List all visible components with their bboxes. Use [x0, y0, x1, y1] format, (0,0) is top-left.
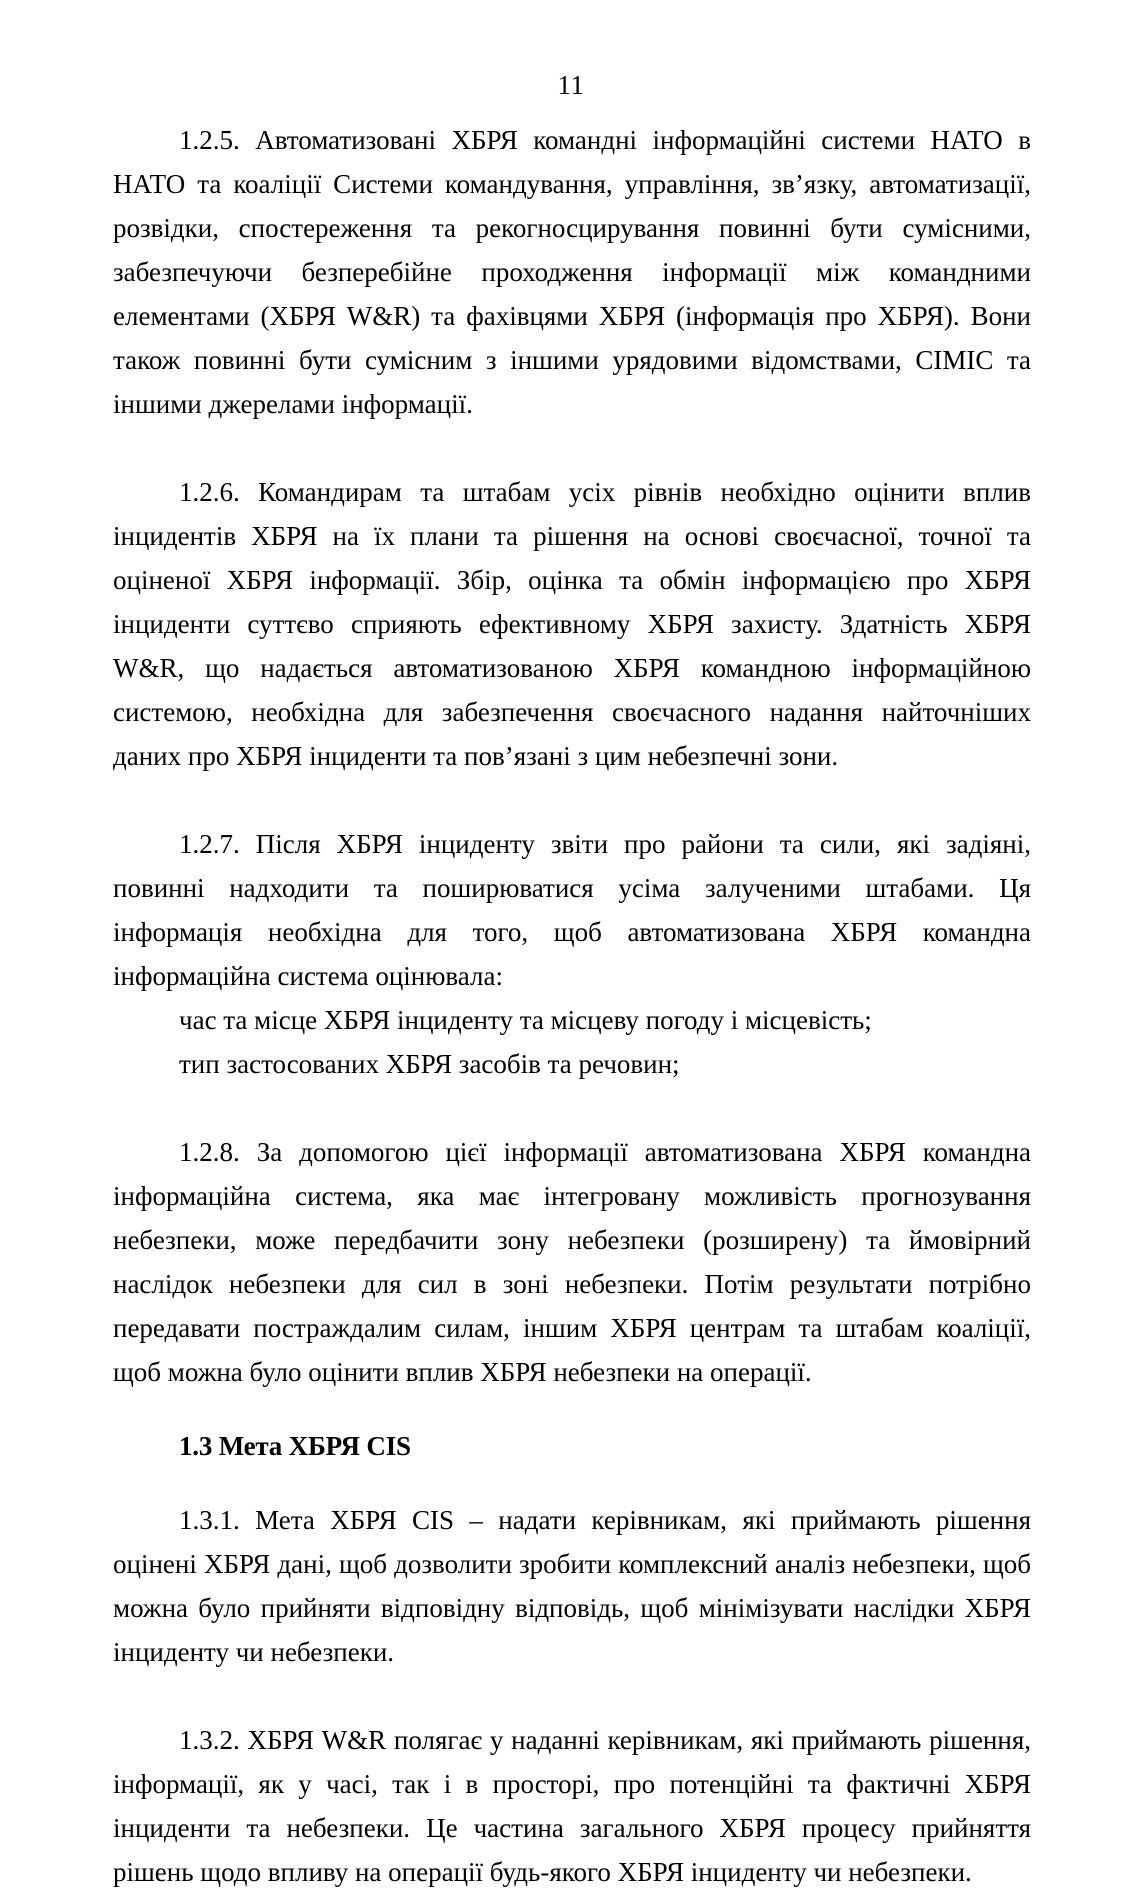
paragraph-1-2-7: 1.2.7. Після ХБРЯ інциденту звіти про райони та сили, які задіяні, повинні надходити та поширюватися усіма залученими штабами. Ця інформація необхідна для того, щоб автоматизована ХБРЯ командна інформаційна система оцінювала: [113, 829, 1031, 991]
paragraph-spacer [113, 778, 1031, 822]
paragraph-1-2-5: 1.2.5. Автоматизовані ХБРЯ командні інформаційні системи НАТО в НАТО та коаліції Системи командування, управління, зв’язку, автоматизації, розвідки, спостереження та рекогносцирування повинні бути сумісними, забезпечуючи безперебійне проходження інформації між командними елементами (ХБРЯ W&R) та фахівцями ХБРЯ (інформація про ХБРЯ). Вони також повинні бути сумісним з іншими урядовими відомствами, СІМІС та іншими джерелами інформації. [113, 125, 1031, 419]
paragraph-1-2-8: 1.2.8. За допомогою цієї інформації автоматизована ХБРЯ командна інформаційна система, яка має інтегровану можливість прогнозування небезпеки, може передбачити зону небезпеки (розширену) та ймовірний наслідок небезпеки для сил в зоні небезпеки. Потім результати потрібно передавати постраждалим силам, іншим ХБРЯ центрам та штабам коаліції, щоб можна було оцінити вплив ХБРЯ небезпеки на операції. [113, 1137, 1031, 1387]
page-body [113, 118, 1031, 1894]
paragraph-1-3-1: 1.3.1. Мета ХБРЯ CIS – надати керівникам, які приймають рішення оцінені ХБРЯ дані, щоб дозволити зробити комплексний аналіз небезпеки, щоб можна було прийняти відповідну відповідь, щоб мінімізувати наслідки ХБРЯ інциденту чи небезпеки. [113, 1505, 1031, 1667]
paragraph-spacer [113, 426, 1031, 470]
list-item: тип застосованих ХБРЯ засобів та речовин; [179, 1049, 680, 1079]
heading-spacer [113, 1394, 1031, 1424]
paragraph-1-2-6: 1.2.6. Командирам та штабам усіх рівнів необхідно оцінити вплив інцидентів ХБРЯ на їх плани та рішення на основі своєчасної, точної та оціненої ХБРЯ інформації. Збір, оцінка та обмін інформацією про ХБРЯ інциденти суттєво сприяють ефективному ХБРЯ захисту. Здатність ХБРЯ W&R, що надається автоматизованою ХБРЯ командною інформаційною системою, необхідна для забезпечення своєчасного надання найточніших даних про ХБРЯ інциденти та пов’язані з цим небезпечні зони. [113, 477, 1031, 771]
list-1-2-7 [113, 998, 1031, 1086]
paragraph-spacer [113, 1468, 1031, 1498]
paragraph-spacer [113, 1086, 1031, 1130]
paragraph-1-3-2: 1.3.2. ХБРЯ W&R полягає у наданні керівникам, які приймають рішення, інформації, як у часі, так і в просторі, про потенційні та фактичні ХБРЯ інциденти та небезпеки. Це частина загального ХБРЯ процесу прийняття рішень щодо впливу на операції будь-якого ХБРЯ інциденту чи небезпеки. [113, 1725, 1031, 1887]
page-number: 11 [557, 70, 585, 100]
paragraph-spacer [113, 1674, 1031, 1718]
section-heading-1-3: 1.3 Мета ХБРЯ CIS [179, 1431, 411, 1461]
list-item: час та місце ХБРЯ інциденту та місцеву погоду і місцевість; [179, 1005, 872, 1035]
